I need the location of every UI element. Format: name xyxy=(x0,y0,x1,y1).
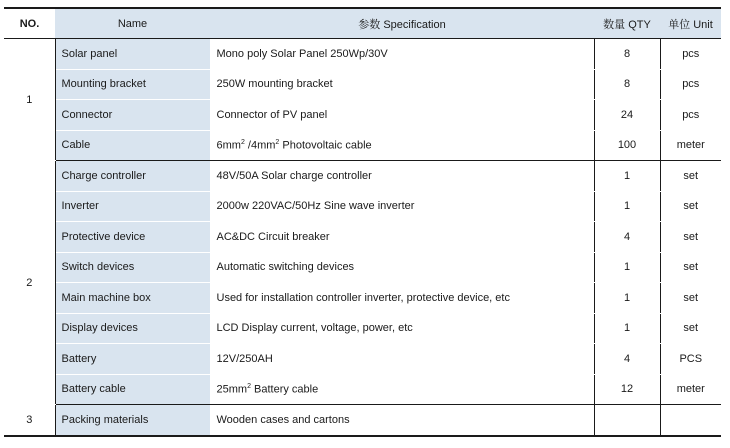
table-row xyxy=(4,252,721,283)
table-row xyxy=(4,374,721,405)
item-name: Display devices xyxy=(55,313,210,344)
item-specification: Connector of PV panel xyxy=(210,100,594,131)
header-qty: 数量 QTY xyxy=(594,8,660,39)
item-qty: 100 xyxy=(594,130,660,161)
group-number: 1 xyxy=(4,39,55,161)
item-qty: 4 xyxy=(594,344,660,375)
header-unit: 单位 Unit xyxy=(660,8,721,39)
item-name: Mounting bracket xyxy=(55,69,210,100)
item-specification: Automatic switching devices xyxy=(210,252,594,283)
item-unit: pcs xyxy=(660,100,721,131)
item-specification: Mono poly Solar Panel 250Wp/30V xyxy=(210,39,594,70)
spec-part: Photovoltaic cable xyxy=(279,139,372,152)
equipment-list-table xyxy=(4,7,721,437)
item-qty: 24 xyxy=(594,100,660,131)
item-specification: Wooden cases and cartons xyxy=(210,405,594,436)
item-unit xyxy=(660,405,721,436)
header-specification: 参数 Specification xyxy=(210,8,594,39)
item-name: Cable xyxy=(55,130,210,161)
item-specification xyxy=(210,374,594,405)
item-unit: set xyxy=(660,191,721,222)
item-name: Switch devices xyxy=(55,252,210,283)
item-qty: 1 xyxy=(594,252,660,283)
item-specification: 48V/50A Solar charge controller xyxy=(210,161,594,192)
header-no: NO. xyxy=(4,8,55,39)
table-row xyxy=(4,283,721,314)
item-unit: set xyxy=(660,252,721,283)
item-specification xyxy=(210,130,594,161)
group-number: 2 xyxy=(4,161,55,405)
item-qty: 1 xyxy=(594,313,660,344)
item-qty xyxy=(594,405,660,436)
spec-part: 25mm xyxy=(216,383,248,396)
item-specification: 2000w 220VAC/50Hz Sine wave inverter xyxy=(210,191,594,222)
spec-part: /4mm xyxy=(244,139,276,152)
item-qty: 12 xyxy=(594,374,660,405)
item-name: Battery cable xyxy=(55,374,210,405)
item-qty: 1 xyxy=(594,191,660,222)
table-row xyxy=(4,313,721,344)
spec-part: 6mm xyxy=(216,139,241,152)
item-qty: 8 xyxy=(594,69,660,100)
superscript: 2 xyxy=(247,382,251,390)
item-unit: set xyxy=(660,161,721,192)
item-qty: 1 xyxy=(594,161,660,192)
spec-part: Battery cable xyxy=(250,383,319,396)
item-name: Battery xyxy=(55,344,210,375)
item-unit: set xyxy=(660,313,721,344)
item-name: Connector xyxy=(55,100,210,131)
superscript: 2 xyxy=(240,138,245,146)
item-unit: set xyxy=(660,283,721,314)
item-name: Charge controller xyxy=(55,161,210,192)
item-unit: meter xyxy=(660,374,721,405)
table-row xyxy=(4,344,721,375)
group-number: 3 xyxy=(4,405,55,436)
item-unit: meter xyxy=(660,130,721,161)
item-name: Packing materials xyxy=(55,405,210,436)
table-row xyxy=(4,191,721,222)
table-row xyxy=(4,69,721,100)
item-name: Main machine box xyxy=(55,283,210,314)
item-qty: 4 xyxy=(594,222,660,253)
table-row xyxy=(4,100,721,131)
item-name: Protective device xyxy=(55,222,210,253)
table-row xyxy=(4,222,721,253)
item-specification: 12V/250AH xyxy=(210,344,594,375)
item-qty: 1 xyxy=(594,283,660,314)
header-name: Name xyxy=(55,8,210,39)
item-name: Solar panel xyxy=(55,39,210,70)
item-specification: Used for installation controller inverter, protective device, etc xyxy=(210,283,594,314)
table-row xyxy=(4,161,721,192)
table-row xyxy=(4,39,721,70)
item-specification: 250W mounting bracket xyxy=(210,69,594,100)
table-header-row xyxy=(4,8,721,39)
item-unit: pcs xyxy=(660,39,721,70)
item-name: Inverter xyxy=(55,191,210,222)
item-qty: 8 xyxy=(594,39,660,70)
table-row xyxy=(4,405,721,436)
item-specification: LCD Display current, voltage, power, etc xyxy=(210,313,594,344)
item-unit: pcs xyxy=(660,69,721,100)
superscript: 2 xyxy=(275,138,280,146)
item-unit: PCS xyxy=(660,344,721,375)
item-specification: AC&DC Circuit breaker xyxy=(210,222,594,253)
item-unit: set xyxy=(660,222,721,253)
table-row xyxy=(4,130,721,161)
